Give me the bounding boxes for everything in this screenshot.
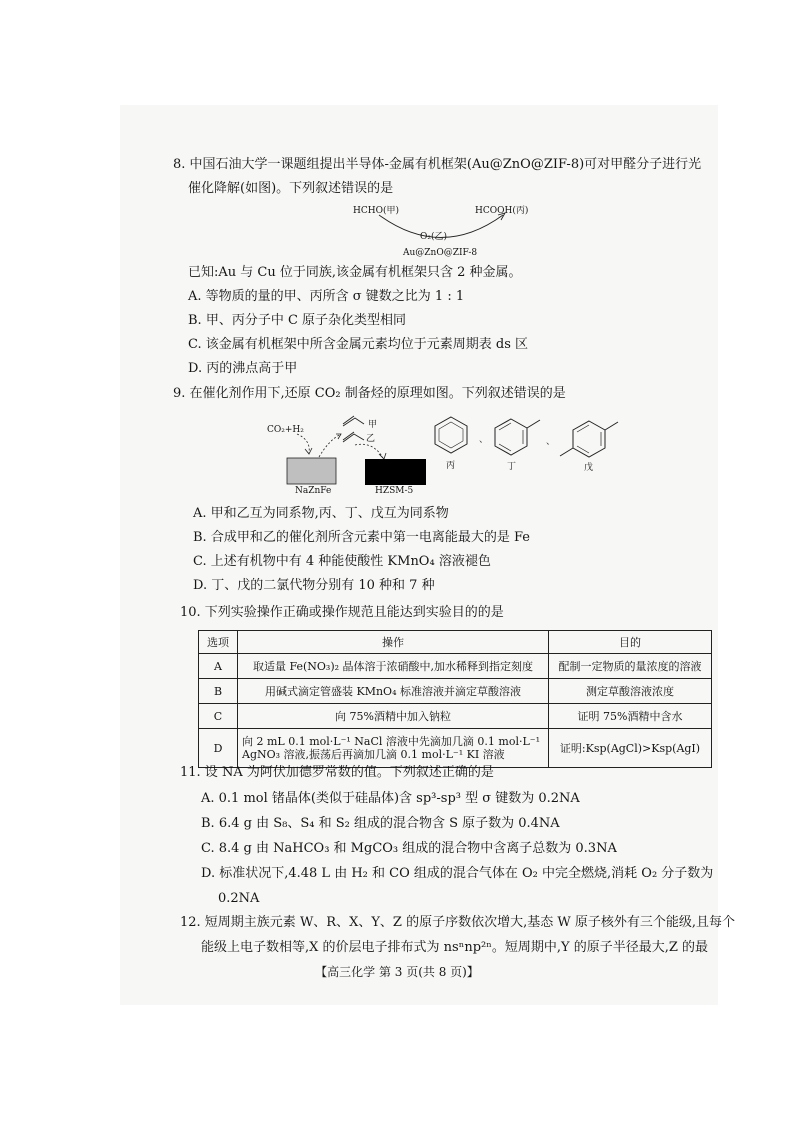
label-bing: 丙 <box>446 461 456 471</box>
q8-option-b: B. 甲、丙分子中 C 原子杂化类型相同 <box>188 313 407 328</box>
oxidant-label: O₂(乙) <box>420 232 448 242</box>
label-ding: 丁 <box>507 462 517 472</box>
header-goal: 目的 <box>549 631 712 654</box>
row-option: B <box>199 679 238 704</box>
q11-stem: 11. 设 NA 为阿伏加德罗常数的值。下列叙述正确的是 <box>180 765 494 780</box>
label-yi: 乙 <box>366 434 376 444</box>
label-jia: 甲 <box>368 420 378 430</box>
row-operation-line2: AgNO₃ 溶液,振荡后再滴加几滴 0.1 mol·L⁻¹ KI 溶液 <box>242 748 505 761</box>
table-row <box>199 679 712 704</box>
q10-table <box>198 630 712 768</box>
header-option: 选项 <box>199 631 238 654</box>
q9-option-a: A. 甲和乙互为同系物,丙、丁、戊互为同系物 <box>193 506 449 521</box>
product-label: HCOOH(丙) <box>475 206 529 216</box>
nazn-label: NaZnFe <box>295 486 332 496</box>
q11-option-b: B. 6.4 g 由 S₈、S₄ 和 S₂ 组成的混合物含 S 原子数为 0.4NA <box>201 816 560 831</box>
row-operation: 向 75%酒精中加入钠粒 <box>238 704 549 729</box>
q9-stem: 9. 在催化剂作用下,还原 CO₂ 制备烃的原理如图。下列叙述错误的是 <box>173 386 566 401</box>
q12-line1: 12. 短周期主族元素 W、R、X、Y、Z 的原子序数依次增大,基态 W 原子核外有三个能级,且每个 <box>180 915 735 930</box>
hzsm-label: HZSM-5 <box>375 486 414 496</box>
q8-known: 已知:Au 与 Cu 位于同族,该金属有机框架只含 2 种金属。 <box>188 265 522 280</box>
q11-option-c: C. 8.4 g 由 NaHCO₃ 和 MgCO₃ 组成的混合物中含离子总数为 0.3NA <box>201 841 617 856</box>
q8-stem-line1: 8. 中国石油大学一课题组提出半导体-金属有机框架(Au@ZnO@ZIF-8)可对甲醛分子进行光 <box>173 157 702 172</box>
row-option: C <box>199 704 238 729</box>
separator-2: 、 <box>546 437 556 447</box>
row-operation: 用碱式滴定管盛装 KMnO₄ 标准溶液并滴定草酸溶液 <box>238 679 549 704</box>
table-row <box>199 729 712 768</box>
table-row <box>199 704 712 729</box>
row-option: D <box>199 729 238 768</box>
q11-option-d: D. 标准状况下,4.48 L 由 H₂ 和 CO 组成的混合气体在 O₂ 中完全燃烧,消耗 O₂ 分子数为 <box>201 866 714 881</box>
q9-reaction-diagram <box>255 407 635 499</box>
q8-stem-line2: 催化降解(如图)。下列叙述错误的是 <box>188 181 394 196</box>
page-footer: 【高三化学 第 3 页(共 8 页)】 <box>315 965 479 979</box>
row-goal: 配制一定物质的量浓度的溶液 <box>549 654 712 679</box>
q11-option-a: A. 0.1 mol 锗晶体(类似于硅晶体)含 sp³-sp³ 型 σ 键数为 0.2NA <box>201 791 580 806</box>
feed-label: CO₂+H₂ <box>267 425 304 435</box>
q8-reaction-diagram <box>345 200 545 262</box>
catalyst-label: Au@ZnO@ZIF-8 <box>403 248 478 258</box>
row-goal: 证明 75%酒精中含水 <box>549 704 712 729</box>
reactant-label: HCHO(甲) <box>353 206 399 216</box>
q9-option-b: B. 合成甲和乙的催化剂所含元素中第一电离能最大的是 Fe <box>193 530 530 545</box>
row-goal: 测定草酸溶液浓度 <box>549 679 712 704</box>
q11-option-d-cont: 0.2NA <box>218 891 260 906</box>
q8-option-a: A. 等物质的量的甲、丙所含 σ 键数之比为 1 : 1 <box>188 289 465 304</box>
row-goal: 证明:Ksp(AgCl)>Ksp(AgI) <box>549 729 712 768</box>
table-row <box>199 654 712 679</box>
table-header-row <box>199 631 712 654</box>
q9-option-d: D. 丁、戊的二氯代物分别有 10 种和 7 种 <box>193 578 435 593</box>
q8-option-d: D. 丙的沸点高于甲 <box>188 361 298 376</box>
row-operation-line1: 向 2 mL 0.1 mol·L⁻¹ NaCl 溶液中先滴加几滴 0.1 mol·L⁻¹ <box>242 735 540 748</box>
q8-option-c: C. 该金属有机框架中所含金属元素均位于元素周期表 ds 区 <box>188 337 529 352</box>
q9-option-c: C. 上述有机物中有 4 种能使酸性 KMnO₄ 溶液褪色 <box>193 554 491 569</box>
q12-line2: 能级上电子数相等,X 的价层电子排布式为 nsⁿnp²ⁿ。短周期中,Y 的原子半径最大,Z 的最 <box>201 940 708 955</box>
label-wu: 戊 <box>584 463 594 473</box>
q10-stem: 10. 下列实验操作正确或操作规范且能达到实验目的的是 <box>180 605 504 620</box>
header-operation: 操作 <box>238 631 549 654</box>
row-operation <box>238 729 549 768</box>
row-option: A <box>199 654 238 679</box>
separator-1: 、 <box>479 435 489 445</box>
row-operation: 取适量 Fe(NO₃)₂ 晶体溶于浓硝酸中,加水稀释到指定刻度 <box>238 654 549 679</box>
